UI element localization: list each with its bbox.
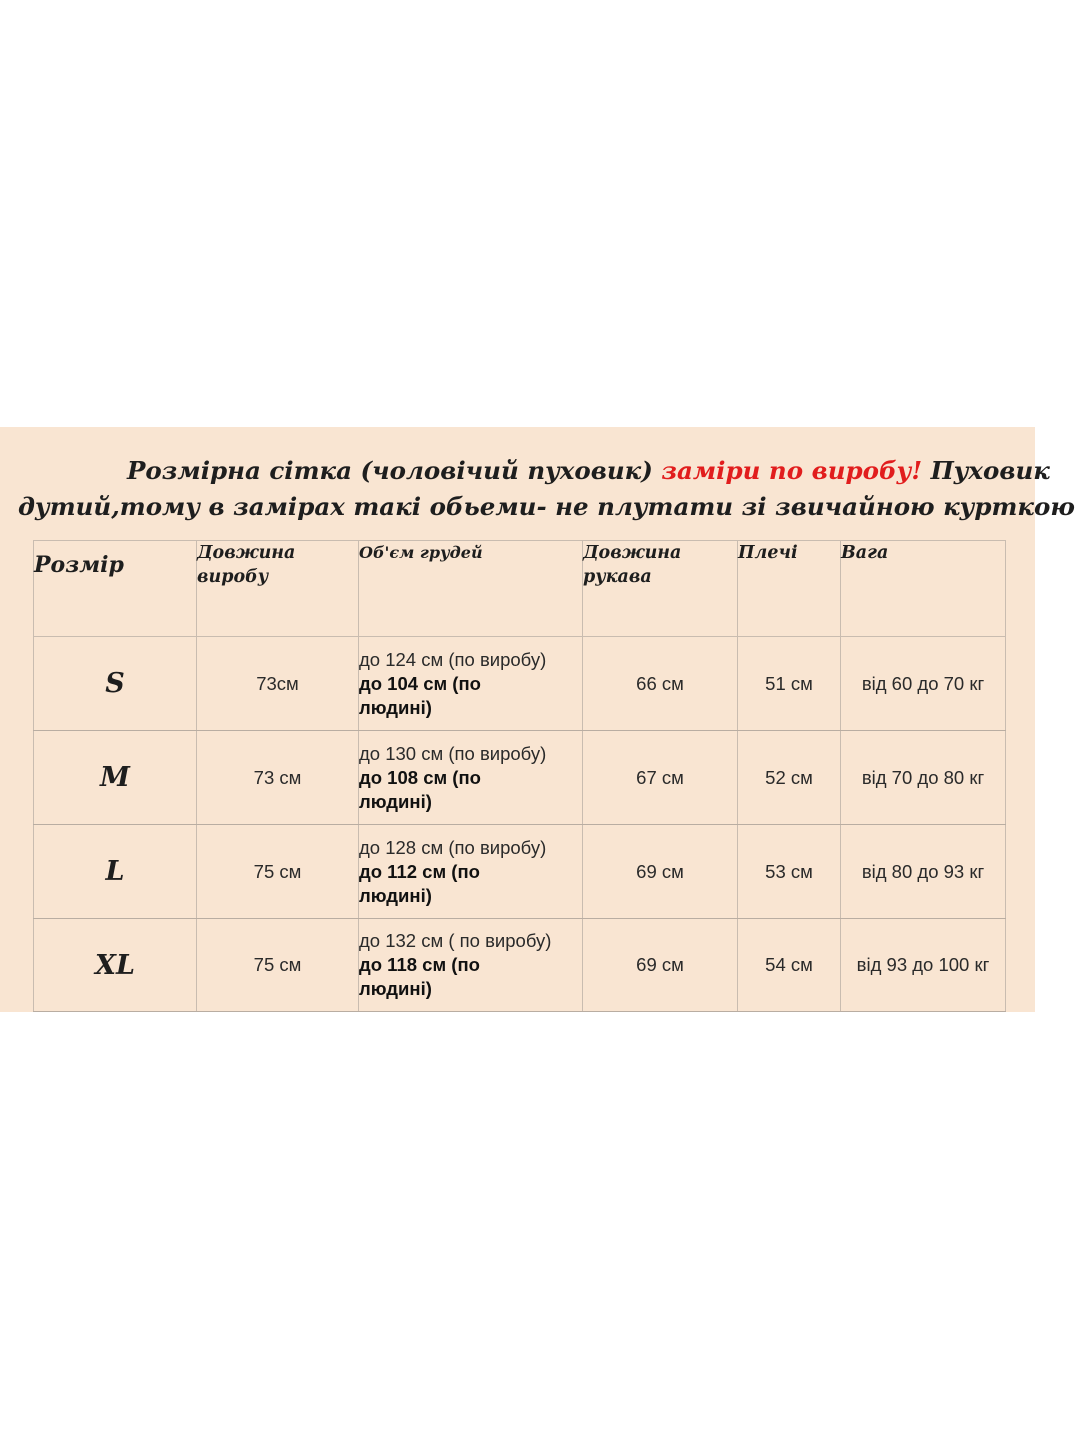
size-label: XL [34, 919, 197, 1012]
header-sleeve-line2: рукава [583, 567, 652, 587]
sleeve-value: 66 см [583, 637, 738, 731]
header-length [197, 541, 359, 637]
chest-value [359, 637, 583, 731]
length-value: 73см [197, 637, 359, 731]
chest-product: до 124 см (по виробу) [359, 648, 547, 670]
chest-body-1: до 112 см (по [359, 860, 480, 882]
weight-value: від 70 до 80 кг [841, 731, 1006, 825]
size-label: S [34, 637, 197, 731]
length-value: 75 см [197, 825, 359, 919]
header-length-line1: Довжина [197, 543, 296, 563]
chest-product: до 132 см ( по виробу) [359, 930, 552, 951]
chest-body-2: людині) [359, 884, 432, 906]
weight-value: від 60 до 70 кг [841, 637, 1006, 731]
heading-line-1 [127, 453, 1050, 489]
chest-body-1: до 104 см (по [359, 672, 481, 694]
size-label: L [34, 825, 197, 919]
length-value: 73 см [197, 731, 359, 825]
length-value: 75 см [197, 919, 359, 1012]
table-row [34, 919, 1006, 1012]
header-length-line2: виробу [197, 567, 269, 587]
chest-body-1: до 118 см (по [359, 954, 480, 975]
heading-text-part1: Розмірна сітка (чоловічий пуховик) [127, 456, 662, 485]
size-label: M [34, 731, 197, 825]
sleeve-value: 69 см [583, 825, 738, 919]
table-row [34, 825, 1006, 919]
heading-line-2: дутий,тому в замірах такі обьеми- не плутати зі звичайною курткою [18, 492, 1075, 521]
chest-product: до 130 см (по виробу) [359, 742, 547, 764]
chest-body-2: людині) [359, 790, 432, 812]
chest-value [359, 919, 583, 1012]
weight-value: від 93 до 100 кг [841, 919, 1006, 1012]
header-chest: Об'єм грудей [359, 541, 583, 637]
chest-body-2: людині) [359, 696, 432, 718]
header-sleeve [583, 541, 738, 637]
table-row [34, 637, 1006, 731]
chest-body-2: людині) [359, 978, 432, 999]
heading-accent: заміри по виробу! [661, 456, 923, 485]
weight-value: від 80 до 93 кг [841, 825, 1006, 919]
chest-value [359, 825, 583, 919]
shoulders-value: 53 см [738, 825, 841, 919]
chest-product: до 128 см (по виробу) [359, 836, 547, 858]
header-weight: Вага [841, 541, 1006, 637]
header-sleeve-line1: Довжина [583, 543, 682, 563]
size-table [33, 540, 1006, 1012]
table-row [34, 731, 1006, 825]
shoulders-value: 51 см [738, 637, 841, 731]
table-header-row [34, 541, 1006, 637]
sleeve-value: 67 см [583, 731, 738, 825]
shoulders-value: 54 см [738, 919, 841, 1012]
chest-body-1: до 108 см (по [359, 766, 481, 788]
chest-value [359, 731, 583, 825]
heading-text-part2: Пуховик [922, 456, 1050, 485]
header-size: Розмір [34, 541, 197, 637]
sleeve-value: 69 см [583, 919, 738, 1012]
shoulders-value: 52 см [738, 731, 841, 825]
header-shoulders: Плечі [738, 541, 841, 637]
